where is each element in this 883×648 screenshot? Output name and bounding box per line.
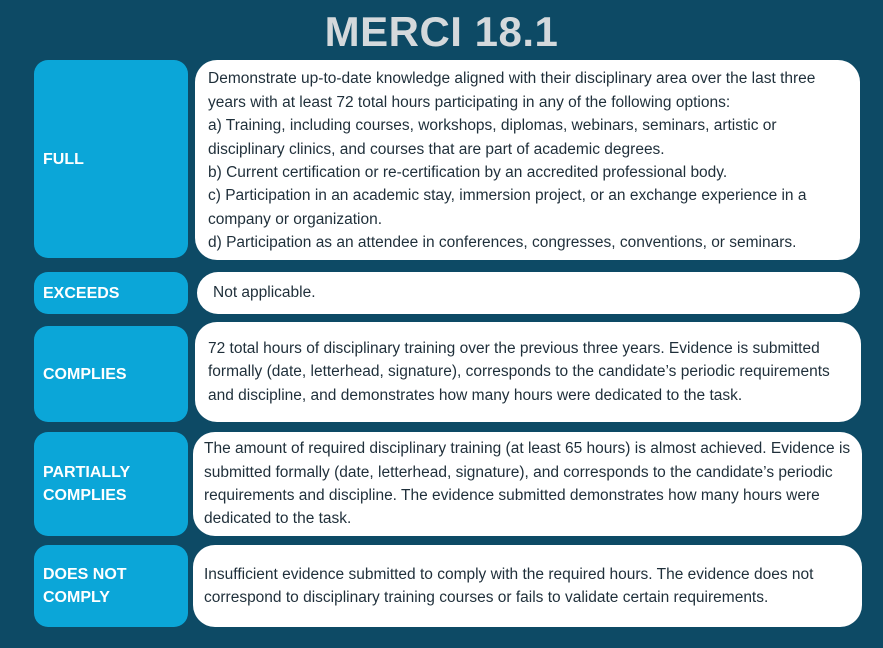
page-title: MERCI 18.1 (324, 8, 559, 55)
level-label-exceeds (34, 272, 188, 314)
level-label-complies (34, 326, 188, 422)
level-label-text: EXCEEDS (43, 284, 120, 302)
level-description-exceeds (197, 272, 860, 314)
level-label-partially-complies (34, 432, 188, 536)
level-label-text: COMPLIES (43, 365, 127, 383)
level-description-does-not-comply (193, 545, 862, 627)
level-description-text: Insufficient evidence submitted to comply with the required hours. The evidence does not correspond to disciplinary training courses or fails to validate certain requirements. (204, 565, 814, 606)
level-label-text: DOES NOT COMPLY (43, 566, 127, 606)
level-description-full (195, 60, 860, 260)
level-description-partially-complies (193, 432, 862, 536)
level-label-text: PARTIALLY COMPLIES (43, 464, 130, 504)
level-label-full (34, 60, 188, 258)
level-description-text: Not applicable. (213, 284, 316, 302)
level-description-text: 72 total hours of disciplinary training over the previous three years. Evidence is submitted formally (date, letterhead, signature), corresponds to the candidate’s periodic requirements and discipline, and demonstrates how many hours were dedicated to the task. (208, 339, 830, 404)
level-description-text: The amount of required disciplinary training (at least 65 hours) is almost achieved. Evidence is submitted formally (date, letterhead, signature), and corresponds to the candidate’s periodic requirements and discipline. The evidence submitted demonstrates how many hours were dedicated to the task. (204, 440, 851, 528)
level-label-does-not-comply (34, 545, 188, 627)
level-label-text: FULL (43, 150, 84, 168)
level-description-text: Demonstrate up-to-date knowledge aligned with their disciplinary area over the last three years with at least 72 total hours participating in any of the following options: a) Training, including courses, workshops, diplomas, webinars, seminars, artistic or disciplinary clinics, and courses that are part of academic degrees. b) Current certification or re-certification by an accredited professional body. c) Participation in an academic stay, immersion project, or an exchange experience in a company or organization. d) Participation as an attendee in conferences, congresses, conventions, or seminars. (208, 70, 816, 252)
level-description-complies (195, 322, 861, 422)
